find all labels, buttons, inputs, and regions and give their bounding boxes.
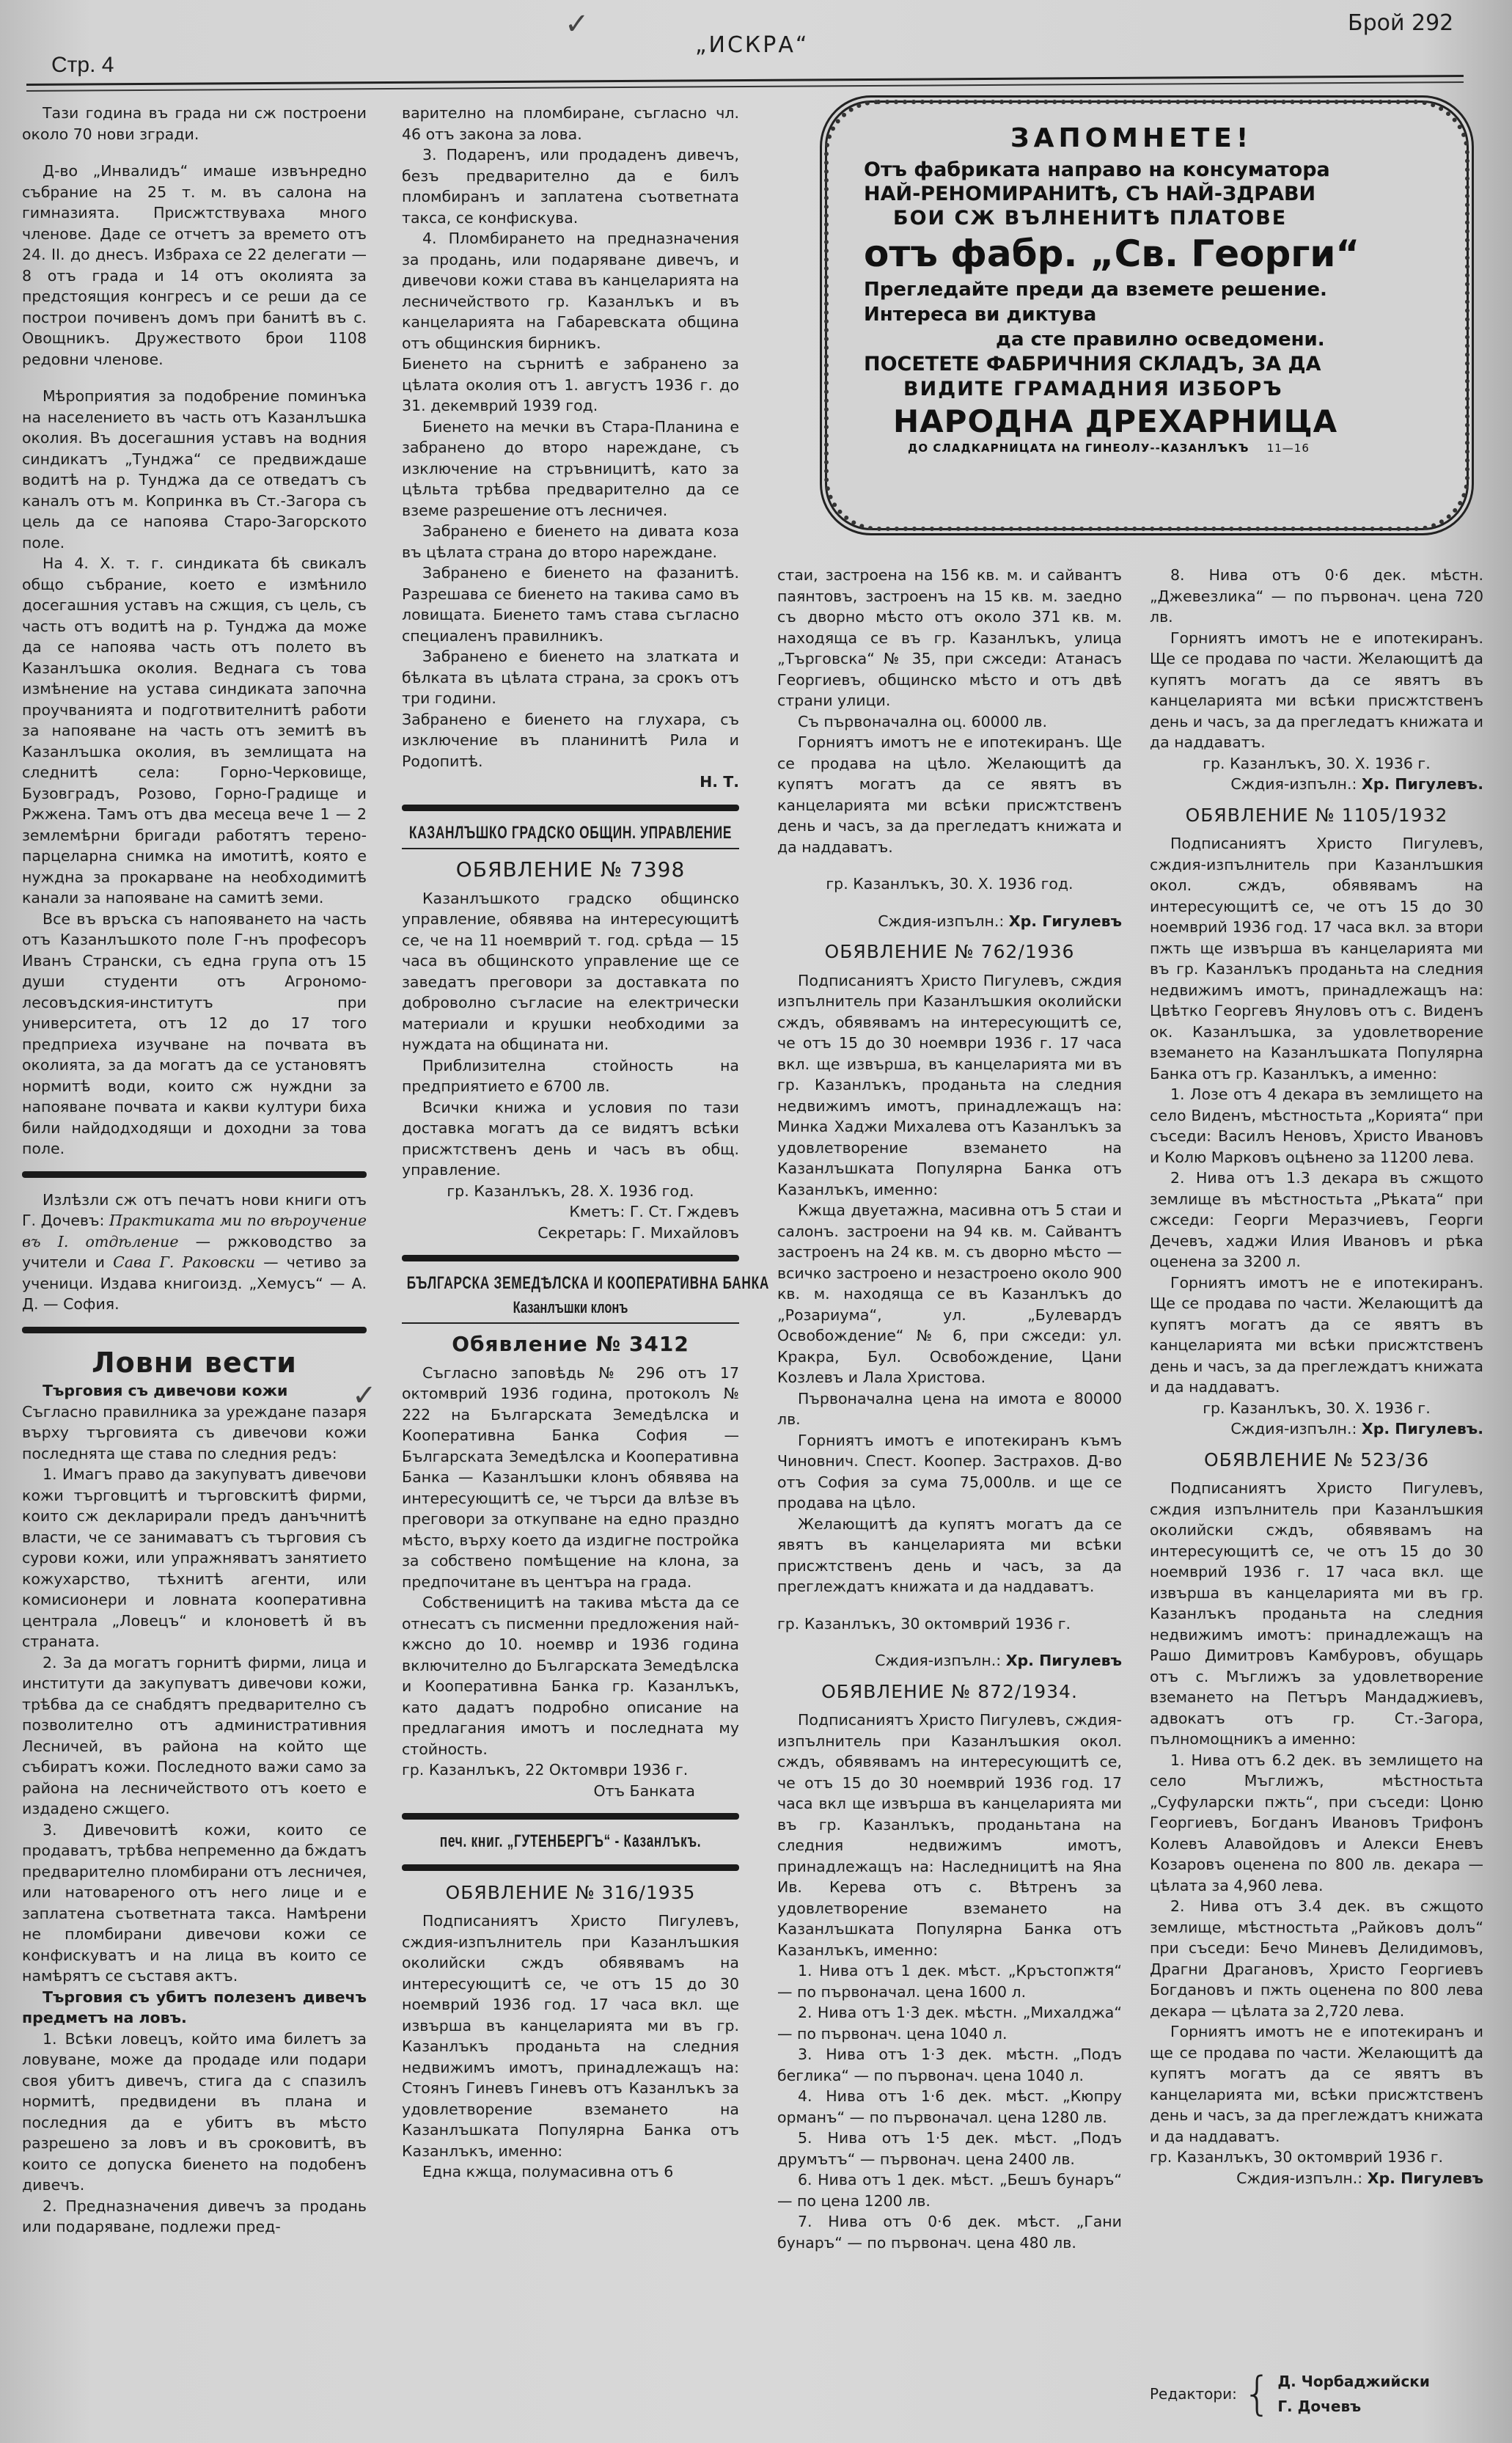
ad-code: 11—16 bbox=[1266, 442, 1310, 455]
announcement-762-date: гр. Казанлъкъ, 30 октомврий 1936 г. bbox=[777, 1614, 1071, 1633]
announcement-316-house-cont: стаи, застроена на 156 кв. м. и сайвантъ паянтовъ, застроенъ на 15 кв. м. заедно съ дворно мѣсто отъ около 371 кв. м. находяща се въ гр. Казанлъкъ, улица „Търговска“ № 35, при сжседи: Атанасъ Георгиевъ, общинско мѣсто и отъ двѣ страни улици. bbox=[777, 566, 1122, 709]
signature-label: Сждия-изпълн.: bbox=[1230, 775, 1362, 793]
announcement-3412-title: Обявление № 3412 bbox=[452, 1332, 689, 1356]
ad-address bbox=[908, 442, 1434, 455]
bank-branch: Казанлъшки клонъ bbox=[513, 1297, 628, 1316]
signature-label: Сждия-изпълн.: bbox=[1236, 2169, 1368, 2187]
property-item: 1. Лозе отъ 4 декара въ землището на село Виденъ, мѣстностьта „Корията“ при съседи: Василъ Неновъ, Христо Ивановъ и Колю Марковъ оцѣнено за 11200 лева. bbox=[1150, 1085, 1483, 1166]
ad-store-name: НАРОДНА ДРЕХАРНИЦА bbox=[893, 403, 1338, 439]
books-lead: Излѣзли сж отъ печатъ нови книги отъ Г. Дочевъ: bbox=[22, 1190, 367, 1229]
book-title-1: Практиката ми по вѣроучение въ I. отдѣление bbox=[22, 1212, 367, 1250]
ban-roe-deer: Биенето на сърнитѣ е забранено за цѣлата околия отъ 1. августъ 1936 г. до 31. декемврий 1939 год. bbox=[402, 355, 739, 414]
book-title-2: Сава Г. Раковски bbox=[113, 1253, 256, 1271]
signature-name: Хр. Пигулевъ bbox=[1005, 1652, 1122, 1669]
announcement-7398-secretary: Секретарь: Г. Михайловъ bbox=[537, 1223, 739, 1242]
divider bbox=[402, 1255, 739, 1261]
advertisement-box bbox=[820, 95, 1474, 535]
fur-trade-rule-2: 2. За да могатъ горнитѣ фирми, лица и институти да закупуватъ дивечови кожи, трѣбва да се снабдятъ предварително съ позволително отъ административния Лесничей, въ района на който ще събиратъ кожи. Последното важи само за района на лесничейството отъ което е издадено сжщего. bbox=[22, 1653, 367, 1817]
subheading-game-trade: Търговия съ убитъ полезенъ дивечъ предметъ на ловъ. bbox=[22, 1988, 367, 2026]
signature-name: Хр. Гигулевъ bbox=[1008, 912, 1122, 930]
books-tail: — четиво за ученици. Издава книгоизд. „Хемусъ“ — А. Д. — София. bbox=[22, 1253, 367, 1313]
announcement-1105-body: Подписаниятъ Христо Пигулевъ, сждия-изпълнитель при Казанлъшкия окол. сждъ, обявявамъ на интересующитѣ се, че отъ 15 до 30 ноемврий 1936 год. 17 часа вкл. за втори пжть ще извърша въ канцеларията ми въ гр. Казанлъкъ проданьта на следния недвижимъ имотъ, принадлежащъ на: Цвѣтко Георгевъ Януловъ отъ с. Виденъ ок. Казанлъшка, за удовлетворение вземането на Казанлъшката Популярна Банка отъ гр. Казанлъкъ, а именно: bbox=[1150, 835, 1483, 1083]
editors-names bbox=[1277, 2369, 1430, 2419]
column-4 bbox=[1150, 565, 1483, 2189]
hunting-rule-cont: варително на пломбиране, съгласно чл. 46 отъ закона за лова. bbox=[402, 104, 739, 143]
subheading-fur-trade: Търговия съ дивечови кожи bbox=[43, 1382, 288, 1399]
editor-name: Д. Чорбаджийски bbox=[1277, 2373, 1430, 2390]
announcement-316-signature bbox=[777, 911, 1122, 932]
ad-line: Отъ фабриката направо на консуматора bbox=[864, 158, 1330, 181]
announcement-523-terms: Горниятъ имотъ не е ипотекиранъ и ще се продава по части. Желающитѣ да купятъ могатъ да се явятъ въ канцеларията ми, всѣки присжтственъ день и часъ, за да преглеждатъ книжата и да наддаватъ. bbox=[1150, 2023, 1483, 2145]
announcement-872-body: Подписаниятъ Христо Пигулевъ, сждия-изпълнитель при Казанлъшкия окол. сждъ, обявявамъ на интересующитѣ се, че отъ 15 до 30 ноемврий 1936 год. 17 часа вкл ще извърша въ канцеларията ми въ гр. Казанлъкъ, проданьтана на следния недвижимъ имотъ, принадлежащъ на: Наследницитѣ на Яна Ив. Керева отъ с. Вѣтренъ за удовлетворение вземането на Казанлъшката Популярна Банка отъ Казанлъкъ, именно: bbox=[777, 1711, 1122, 1959]
property-item: 2. Нива отъ 3.4 дек. въ сжщото землище, мѣстностьта „Райковъ долъ“ при съседи: Бечо Миневъ Делидимовъ, Драгни Драгановъ, Христо Георгиевъ Богдановъ и пжть оценена по 800 лева декара — цѣлата за 2,720 лева. bbox=[1150, 1897, 1483, 2020]
property-item: 1. Нива отъ 6.2 дек. въ землището на село Мъглижъ, мѣстностьта „Суфуларски пжть“, при съседи: Цоню Георгиевъ, Богданъ Ивановъ Трифонъ Колевъ Алавойдовъ и Алекси Еневъ Козаровъ оценена по 800 лв. декара — цѣлата за 4,960 лева. bbox=[1150, 1751, 1483, 1894]
pencil-check-mark: ✓ bbox=[352, 1379, 377, 1413]
news-item-invalid-society: Д-во „Инвалидъ“ имаше извънредно събрание на 25 т. м. въ салона на гимназията. Присжтствуваха много членове. Даде се отчетъ за времето отъ 24. II. до днесъ. Избраха се 22 делегати — 8 отъ града и 14 отъ околията за предстоящия конгресъ и се реши да се построи почивенъ домъ при банитѣ въ с. Овощникъ. Дружеството брои 1108 редовни членове. bbox=[22, 162, 367, 368]
news-item-professor: Все въ връска съ напояването на часть отъ Казанлъшкото поле Г-нъ професоръ Иванъ Странски, съ една група отъ 15 души студенти отъ Агрономо-лесовъдския-институтъ при университета, отъ 12 до 17 того предприеха изучване на почвата въ околията, за да могатъ да се установятъ нормитѣ води, които сж нуждни за напояване почвата и какви култури биха били найдодходящи и доходни за това поле. bbox=[22, 909, 367, 1157]
divider bbox=[402, 805, 739, 811]
editor-name: Г. Дочевъ bbox=[1277, 2398, 1362, 2415]
ban-pheasants: Забранено е биенето на фазанитѣ. Разрешава се биенето на такива само въ ловищата. Биенето тамъ става съгласно специаленъ правилникъ. bbox=[402, 564, 739, 645]
announcement-1105-date: гр. Казанлъкъ, 30. X. 1936 г. bbox=[1203, 1399, 1431, 1417]
property-item: 2. Нива отъ 1.3 декара въ сжщото землище въ мѣстностьта „Рѣката“ при сжседи: Георги Меразчиевъ, Георги Дечевъ, хаджи Илия Ивановъ и рѣка оценена за 3200 л. bbox=[1150, 1169, 1483, 1270]
fur-trade-rule-1: 1. Имагъ право да закупуватъ дивечови кожи търговцитѣ и търговскитѣ фирми, които сж декларирали предъ данъчнитѣ власти, че се занимаватъ съ търговия съ сурови кожи, или упражняватъ занятието кожухарство, тѣхнитѣ агенти, или комисионери и ловната кооперативна централа „Ловецъ“ и клоноветѣ й въ страната. bbox=[22, 1465, 367, 1650]
announcement-872-date: гр. Казанлъкъ, 30. X. 1936 г. bbox=[1203, 754, 1431, 772]
divider bbox=[402, 1813, 739, 1820]
divider bbox=[402, 1864, 739, 1871]
property-item: 1. Нива отъ 1 дек. мѣст. „Кръстопжтя“ — по първоначал. цена 1600 л. bbox=[777, 1962, 1122, 2001]
announcement-7398-date: гр. Казанлъкъ, 28. X. 1936 год. bbox=[447, 1182, 694, 1200]
announcement-316-date: гр. Казанлъкъ, 30. X. 1936 год. bbox=[826, 875, 1074, 893]
divider bbox=[22, 1327, 367, 1333]
divider bbox=[402, 1322, 739, 1324]
column-2 bbox=[402, 103, 770, 2183]
announcement-7398-title: ОБЯВЛЕНИЕ № 7398 bbox=[455, 857, 686, 882]
ad-factory-name: отъ фабр. „Св. Георги“ bbox=[864, 232, 1360, 275]
author-initials: Н. Т. bbox=[700, 773, 739, 791]
issue-number: Брой 292 bbox=[1348, 10, 1454, 36]
property-item: 6. Нива отъ 1 дек. мѣст. „Бешъ бунаръ“ — по цена 1200 лв. bbox=[777, 2171, 1122, 2210]
bank-header: БЪЛГАРСКА ЗЕМЕДѢЛСКА И КООПЕРАТИВНА БАНКА bbox=[406, 1273, 770, 1293]
announcement-316-title: ОБЯВЛЕНИЕ № 316/1935 bbox=[445, 1881, 696, 1903]
brace-decoration: { bbox=[1242, 2367, 1272, 2420]
announcement-7398-terms: Всички книжа и условия по тази доставка могатъ да се видятъ всѣки присжтственъ день и часъ въ общ. управление. bbox=[402, 1098, 739, 1179]
editors-credit bbox=[1150, 2369, 1430, 2419]
paper-name: „ИСКРА“ bbox=[695, 32, 810, 58]
signature-name: Хр. Пигулевъ. bbox=[1361, 775, 1483, 793]
pencil-check-mark: ✓ bbox=[565, 7, 590, 41]
signature-label: Сждия-изпълн.: bbox=[878, 912, 1009, 930]
announcement-3412-sign: Отъ Банката bbox=[593, 1781, 695, 1800]
hunting-rule-3: 3. Подаренъ, или продаденъ дивечъ, безъ предварително да е билъ пломбиранъ и заплатена съответната такса, се конфискува. bbox=[402, 146, 739, 227]
signature-label: Сждия-изпълн.: bbox=[875, 1652, 1006, 1669]
masthead-rule bbox=[26, 75, 1464, 92]
ad-line: ПОСЕТЕТЕ ФАБРИЧНИЯ СКЛАДЪ, ЗА ДА bbox=[864, 353, 1321, 376]
announcement-872-signature bbox=[1150, 774, 1483, 795]
editors-label: Редактори: bbox=[1150, 2385, 1237, 2403]
announcement-1105-signature bbox=[1150, 1418, 1483, 1440]
announcement-523-signature bbox=[1150, 2168, 1483, 2189]
announcement-872-title: ОБЯВЛЕНИЕ № 872/1934. bbox=[821, 1680, 1078, 1702]
divider bbox=[402, 848, 739, 849]
announcement-523-title: ОБЯВЛЕНИЕ № 523/36 bbox=[1203, 1448, 1430, 1470]
column-3 bbox=[777, 565, 1122, 2253]
announcement-762-signature bbox=[777, 1650, 1122, 1671]
ad-line: ВИДИТЕ ГРАМАДНИЯ ИЗБОРЪ bbox=[903, 378, 1283, 400]
announcement-7398-body: Казанлъшкото градско общинско управление, обявява на интересующитѣ се, че на 11 ноемврий т. год. срѣда — 15 часа въ общинското управление ще се заведатъ преговори за доставката по доброволно съгласие на електрически материали и крушки необходими за нуждата на общината ни. bbox=[402, 889, 739, 1053]
books-mid: — ржководство за учители и bbox=[22, 1232, 367, 1271]
fur-trade-intro: Съгласно правилника за уреждане пазаря върху търговията съ дивечови кожи последнята ще става по следния редъ: bbox=[22, 1402, 367, 1462]
signature-name: Хр. Пигулевъ bbox=[1367, 2169, 1483, 2187]
ad-address-text: ДО СЛАДКАРНИЦАТА НА ГИНЕОЛУ--КАЗАНЛЪКЪ bbox=[908, 442, 1249, 455]
news-item-buildings: Тази година въ града ни сж построени около 70 нови згради. bbox=[22, 104, 367, 143]
news-item-books bbox=[22, 1190, 367, 1315]
announcement-762-terms: Желающитѣ да купятъ могатъ да се явятъ въ канцеларията ми всѣки присжтственъ день и часъ, за да преглеждатъ книжата и да наддаватъ. bbox=[777, 1514, 1122, 1595]
section-title-hunting-news: Ловни вести bbox=[92, 1346, 297, 1379]
news-item-irrigation: Мѣроприятия за подобрение поминъка на населението въ часть отъ Казанлъшка околия. Въ досегашния уставъ на водния синдикатъ „Тунджа“ се предвиждаше водитѣ на р. Тунджа да се отведатъ съ каналъ отъ м. Копринка въ Ст.-Загора съ цель да се напоява Старо-Загорското поле. bbox=[22, 387, 367, 552]
news-item-syndicate: На 4. X. т. г. синдиката бѣ свикалъ общо събрание, което е измѣнило досегашния уставъ на сжщия, съ цель, съ часть отъ водитѣ на р. Тунджа да може да се напоява часть отъ полето въ Казанлъшка околия. Веднага съ това измѣнение на устава синдиката започна проучванията и подготвителнитѣ работи за напояване на часть отъ земитѣ въ Казанлъшка околия, въ землищата на следнитѣ села: Горно-Черковище, Бузовградъ, Розово, Горно-Градище и Ржжена. Тамъ отъ два месеца вече 1 — 2 землемѣрни бригади работятъ терено-парцеларна снимка на имотитѣ, която е нуждна за прокарване на необходимитѣ канали за напояване на самитѣ земи. bbox=[22, 554, 367, 906]
ban-capercaillie: Забранено е биенето на глухара, съ изключение въ планинитѣ Рила и Родопитѣ. bbox=[402, 710, 739, 770]
signature-name: Хр. Пигулевъ. bbox=[1361, 1420, 1483, 1437]
announcement-316-house: Една кжща, полумасивна отъ 6 bbox=[422, 2163, 674, 2180]
property-item: 7. Нива отъ 0·6 дек. мѣст. „Гани бунаръ“ — по първонач. цена 480 лв. bbox=[777, 2213, 1122, 2252]
divider bbox=[22, 1171, 367, 1178]
ad-line: БОИ СЖ ВЪЛНЕНИТѢ ПЛАТОВЕ bbox=[893, 207, 1288, 230]
ban-bears: Биенето на мечки въ Стара-Планина е забранено до второ нареждане, съ изключение на стръвницитѣ, като за цѣльта трѣбва предварително да се вземе разрешение отъ лесничея. bbox=[402, 417, 739, 519]
announcement-762-house: Кжща двуетажна, масивна отъ 5 стаи и салонъ. застроени на 94 кв. м. Сайвантъ застроенъ на 24 кв. м. съ дворно мѣсто — всичко застроено и незастроено около 900 кв. м. находяща се въ Казанлъкъ до „Розариума“, ул. „Булевардъ Освобождение“ № 6, при сжседи: ул. Кракра, Бул. Освобождение, Цани Козлевъ и Лала Христова. bbox=[777, 1201, 1122, 1386]
ad-headline: ЗАПОМНЕТЕ! bbox=[1010, 123, 1253, 153]
announcement-872-terms: Горниятъ имотъ не е ипотекиранъ. Ще се продава по части. Желающитѣ да купятъ могатъ да се явятъ въ канцеларията ми всѣки присжтственъ день и часъ, за да прегледатъ книжата и да наддаватъ. bbox=[1150, 629, 1483, 751]
printer-credit: печ. книг. „ГУТЕНБЕРГЪ“ - Казанлъкъ. bbox=[439, 1831, 702, 1851]
announcement-523-body: Подписаниятъ Христо Пигулевъ, сждия изпълнитель при Казанлъшкия околийски сждъ, обявявамъ на интересующитѣ се, че отъ 15 до 30 ноемврий 1936 г. 17 часа вкл. ще извърша въ канцеларията ми въ гр. Казанлъкъ проданьта на следния недвижимъ имотъ: принадлежащъ на Рашо Димитровъ Камбуровъ, обущарь отъ с. Мъглижъ за удовлетворение вземането на Петъръ Мандаджиевъ, адвокатъ отъ гр. Ст.-Загора, пълномощникъ а именно: bbox=[1150, 1479, 1483, 1748]
hunting-rule-4: 4. Пломбирането на предназначения за продань, или подаряване дивечъ, и дивечови кожи става въ канцеларията на лесничейството гр. Казанлъкъ и въ канцеларията на Габаревската община отъ общинския бирникъ. bbox=[402, 230, 739, 352]
announcement-316-terms: Горниятъ имотъ не е ипотекиранъ. Ще се продава на цѣло. Желающитѣ да купятъ могатъ да се явятъ въ канцеларията ми всѣки присжтственъ день и часъ, за да прегледатъ книжата и да наддаватъ. bbox=[777, 733, 1122, 856]
column-1 bbox=[22, 103, 367, 2238]
announcement-762-body: Подписаниятъ Христо Пигулевъ, сждия изпълнитель при Казанлъшкия околийски сждъ, обявявамъ на интересующитѣ се, че отъ 15 до 30 ноември 1936 г. 17 часа вкл. ще извърша, въ канцеларията ми въ гр. Казанлъкъ, проданьта на следния недвижимъ имотъ, принадлежащъ на: Минка Хаджи Михалева отъ Казанлъкъ за удовлетворение вземането на Казанлъшката Популярна Банка отъ Казанлъкъ, именно: bbox=[777, 971, 1122, 1198]
announcement-7398-value: Приблизителна стойность на предприятието е 6700 лв. bbox=[402, 1056, 739, 1095]
announcement-762-price: Първоначална цена на имота е 80000 лв. bbox=[777, 1389, 1122, 1428]
ad-line: да сте правилно осведомени. bbox=[996, 329, 1325, 351]
ban-marten: Забранено е биенето на златката и бѣлката въ цѣлата страна, за срокъ отъ три години. bbox=[402, 648, 739, 707]
property-item: 2. Нива отъ 1·3 дек. мѣстн. „Михалджа“ — по първонач. цена 1040 л. bbox=[777, 2004, 1122, 2043]
property-item: 3. Нива отъ 1·3 дек. мѣстн. „Подъ беглика“ — по първонач. цена 1040 л. bbox=[777, 2045, 1122, 2084]
announcement-7398-mayor: Кметъ: Г. Ст. Гждевъ bbox=[569, 1203, 739, 1220]
announcement-3412-date: гр. Казанлъкъ, 22 Октомври 1936 г. bbox=[402, 1761, 689, 1779]
game-trade-rule-2: 2. Предназначения дивечъ за продань или подаряване, подлежи пред- bbox=[22, 2197, 367, 2235]
announcement-762-title: ОБЯВЛЕНИЕ № 762/1936 bbox=[824, 941, 1075, 962]
page-number: Стр. 4 bbox=[51, 53, 114, 77]
property-item: 8. Нива отъ 0·6 дек. мѣстн. „Джевезлика“ — по първонач. цена 720 лв. bbox=[1150, 566, 1483, 626]
announcement-1105-title: ОБЯВЛЕНИЕ № 1105/1932 bbox=[1185, 804, 1448, 826]
property-item: 5. Нива отъ 1·5 дек. мѣст. „Подъ друмътъ“ — първонач. цена 2400 лв. bbox=[777, 2129, 1122, 2168]
ad-line: Интереса ви диктува bbox=[864, 304, 1097, 326]
announcement-3412-offers: Собственицитѣ на такива мѣста да се отнесатъ съ писменни предложения най-кжсно до 10. ноемвр и 1936 година включително до Българската Земедѣлска и Кооперативна Банка гр. Казанлъкъ, като дадатъ подробно описание на предлагания имотъ и последната му стойность. bbox=[402, 1594, 739, 1758]
ban-chamois: Забранено е биенето на дивата коза въ цѣлата страна до второ нареждане. bbox=[402, 522, 739, 561]
announcement-523-date: гр. Казанлъкъ, 30 октомврий 1936 г. bbox=[1150, 2148, 1443, 2166]
announcement-316-body: Подписаниятъ Христо Пигулевъ, сждия-изпълнитель при Казанлъшкия околийски сждъ обявявамъ на интересующитѣ се, че отъ 15 до 30 ноемврий 1936 год. 17 часа вкл. ще извърша въ канцеларията ми въ гр. Казанлъкъ проданьта на следния недвижимъ имотъ, принадлежащъ на: Стоянъ Гиневъ Гиневъ отъ Казанлъкъ за удовлетворение вземането на Казанлъшката Популярна Банка отъ Казанлъкъ, именно: bbox=[402, 1912, 739, 2160]
signature-label: Сждия-изпълн.: bbox=[1230, 1420, 1362, 1437]
masthead bbox=[0, 0, 1512, 103]
ad-line: НАЙ-РЕНОМИРАНИТѢ, СЪ НАЙ-ЗДРАВИ bbox=[864, 183, 1316, 205]
municipality-header: КАЗАНЛЪШКО ГРАДСКО ОБЩИН. УПРАВЛЕНИЕ bbox=[408, 822, 733, 843]
ad-line: Прегледайте преди да вземете решение. bbox=[864, 279, 1327, 301]
fur-trade-rule-3: 3. Дивечовитѣ кожи, които се продаватъ, трѣбва непременно да бждатъ предварително пломбирани отъ лесничея, или натовареного отъ него лице и е заплатена съответната такса. Намѣрени не пломбирани дивечови кожи се конфискуватъ и на лица въ които се намѣрятъ се съставя актъ. bbox=[22, 1820, 367, 1985]
announcement-316-price: Съ първоначална оц. 60000 лв. bbox=[798, 712, 1048, 730]
announcement-3412-body: Съгласно заповѣдь № 296 отъ 17 октомврий 1936 година, протоколъ № 222 на Българската Земедѣлска и Кооперативна Банка София — Българската Земедѣлска и Кооперативна Банка — Казанлъшки клонъ обявява на интересующитѣ се, че търси да влѣзе въ преговори за откупване на едно праздно мѣсто, върху което да издигне постройка за собствено помѣщение на клона, за предпочитане въ центъра на града. bbox=[402, 1363, 739, 1591]
property-item: 4. Нива отъ 1·6 дек. мѣст. „Кюпру орманъ“ — по първоначал. цена 1280 лв. bbox=[777, 2087, 1122, 2126]
game-trade-rule-1: 1. Всѣки ловецъ, който има билетъ за ловуване, може да продаде или подари своя убитъ дивечъ, стига да с спазилъ нормитѣ, предвидени въ плана и последния да е убитъ въ мѣсто разрешено за ловъ и въ сроковитѣ, въ които се допуска биенето на подобенъ дивечъ. bbox=[22, 2029, 367, 2194]
announcement-762-mortgage: Горниятъ имотъ е ипотекиранъ къмъ Чиновнич. Спест. Коопер. Застрахов. Д-во отъ София за сума 75,000лв. и ще се продава на цѣло. bbox=[777, 1431, 1122, 1512]
announcement-1105-terms: Горниятъ имотъ не е ипотекиранъ. Ще се продава по части. Желающитѣ да купятъ могатъ да се явятъ въ канцеларията ми всѣки присжтственъ день и часъ, за да преглеждатъ книжата и да наддаватъ. bbox=[1150, 1273, 1483, 1396]
